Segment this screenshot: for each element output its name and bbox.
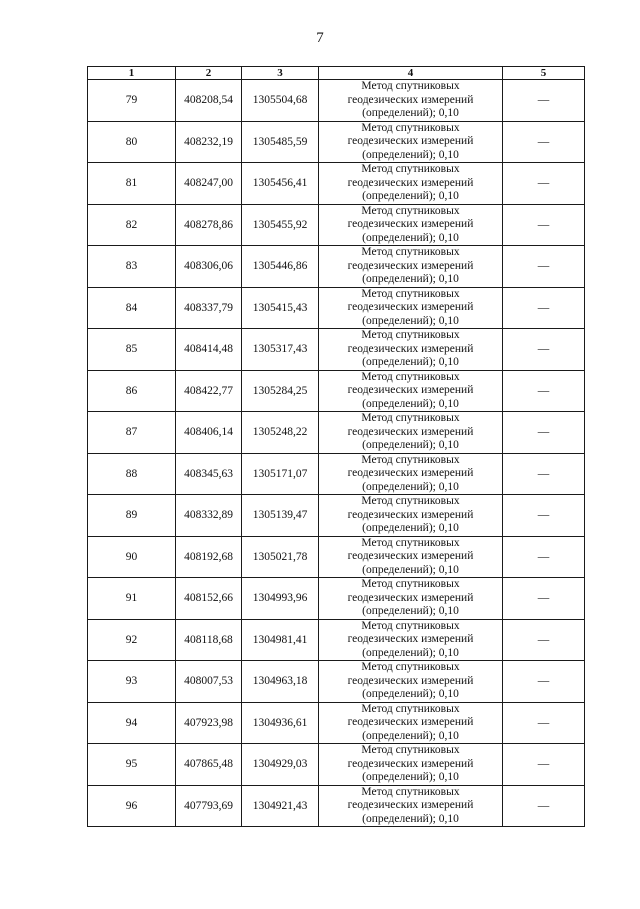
point-number-cell: 89 <box>88 495 176 537</box>
method-line: (определений); 0,10 <box>362 439 459 451</box>
method-line: (определений); 0,10 <box>362 812 459 825</box>
method-line: геодезических измерений <box>347 425 474 438</box>
method-line: геодезических измерений <box>347 508 474 521</box>
table-row <box>88 412 585 454</box>
method-line: Метод спутниковых <box>361 204 460 217</box>
coordinate-x-cell: 408337,79 <box>176 287 242 329</box>
coordinate-y-cell: 1305504,68 <box>242 80 319 122</box>
coordinate-x-cell: 407793,69 <box>176 785 242 827</box>
coordinate-x-cell: 408422,77 <box>176 370 242 412</box>
point-number-cell: 85 <box>88 329 176 371</box>
method-line: Метод спутниковых <box>361 453 460 466</box>
coordinate-x-cell: 408118,68 <box>176 619 242 661</box>
method-line: геодезических измерений <box>347 176 474 189</box>
point-number-cell: 80 <box>88 121 176 163</box>
method-line: геодезических измерений <box>347 550 474 562</box>
coordinate-y-cell: 1304929,03 <box>242 744 319 786</box>
coordinate-y-cell: 1305139,47 <box>242 495 319 537</box>
method-line: (определений); 0,10 <box>362 107 459 119</box>
table-row <box>88 536 585 578</box>
coordinate-y-cell: 1305446,86 <box>242 246 319 288</box>
point-number-cell: 95 <box>88 744 176 786</box>
method-line: (определений); 0,10 <box>362 646 459 659</box>
method-line: Метод спутниковых <box>361 619 460 632</box>
page-number: 7 <box>316 30 324 46</box>
coordinate-x-cell: 407865,48 <box>176 744 242 786</box>
coordinate-y-cell: 1305317,43 <box>242 329 319 371</box>
method-line: геодезических измерений <box>347 218 474 230</box>
method-cell <box>319 329 503 371</box>
point-number-cell: 91 <box>88 578 176 620</box>
column-header-2: 2 <box>176 67 242 80</box>
method-cell <box>319 121 503 163</box>
note-cell: — <box>503 246 585 288</box>
method-cell <box>319 246 503 288</box>
method-line: (определений); 0,10 <box>362 356 459 368</box>
table-row <box>88 785 585 827</box>
method-line: (определений); 0,10 <box>362 190 459 202</box>
table-row <box>88 287 585 329</box>
note-cell: — <box>503 370 585 412</box>
coordinate-x-cell: 408278,86 <box>176 204 242 246</box>
note-cell: — <box>503 204 585 246</box>
note-cell: — <box>503 329 585 371</box>
method-line: Метод спутниковых <box>361 702 460 715</box>
coordinate-y-cell: 1305485,59 <box>242 121 319 163</box>
method-line: (определений); 0,10 <box>362 231 459 244</box>
method-line: Метод спутниковых <box>361 412 460 424</box>
coordinate-x-cell: 408152,66 <box>176 578 242 620</box>
table-row <box>88 453 585 495</box>
method-line: (определений); 0,10 <box>362 729 459 742</box>
method-line: геодезических измерений <box>347 135 474 147</box>
method-line: (определений); 0,10 <box>362 563 459 576</box>
point-number-cell: 96 <box>88 785 176 827</box>
note-cell: — <box>503 578 585 620</box>
coordinate-x-cell: 408332,89 <box>176 495 242 537</box>
point-number-cell: 82 <box>88 204 176 246</box>
note-cell: — <box>503 702 585 744</box>
method-line: (определений); 0,10 <box>362 522 459 534</box>
method-line: Метод спутниковых <box>361 495 460 507</box>
coordinate-x-cell: 408232,19 <box>176 121 242 163</box>
point-number-cell: 83 <box>88 246 176 288</box>
table-row <box>88 121 585 163</box>
table-row <box>88 80 585 122</box>
point-number-cell: 88 <box>88 453 176 495</box>
method-line: геодезических измерений <box>347 301 474 313</box>
coordinate-y-cell: 1304963,18 <box>242 661 319 703</box>
coordinate-y-cell: 1304993,96 <box>242 578 319 620</box>
coordinate-x-cell: 408192,68 <box>176 536 242 578</box>
note-cell: — <box>503 619 585 661</box>
method-line: геодезических измерений <box>347 591 474 604</box>
point-number-cell: 84 <box>88 287 176 329</box>
method-line: (определений); 0,10 <box>362 314 459 327</box>
coordinate-y-cell: 1305455,92 <box>242 204 319 246</box>
method-cell <box>319 785 503 827</box>
method-cell <box>319 619 503 661</box>
method-cell <box>319 453 503 495</box>
point-number-cell: 94 <box>88 702 176 744</box>
method-line: Метод спутниковых <box>361 80 460 92</box>
note-cell: — <box>503 453 585 495</box>
note-cell: — <box>503 287 585 329</box>
method-cell <box>319 287 503 329</box>
note-cell: — <box>503 661 585 703</box>
column-header-4: 4 <box>319 67 503 80</box>
table-row <box>88 619 585 661</box>
table-row <box>88 246 585 288</box>
method-line: геодезических измерений <box>347 716 474 728</box>
coordinate-y-cell: 1304981,41 <box>242 619 319 661</box>
column-header-1: 1 <box>88 67 176 80</box>
method-line: Метод спутниковых <box>361 744 460 756</box>
coordinate-x-cell: 408007,53 <box>176 661 242 703</box>
method-line: геодезических измерений <box>347 674 474 687</box>
coordinate-y-cell: 1305171,07 <box>242 453 319 495</box>
method-cell <box>319 536 503 578</box>
note-cell: — <box>503 495 585 537</box>
point-number-cell: 92 <box>88 619 176 661</box>
point-number-cell: 81 <box>88 163 176 205</box>
method-line: Метод спутниковых <box>361 329 460 341</box>
method-line: (определений); 0,10 <box>362 273 459 285</box>
method-line: (определений); 0,10 <box>362 397 459 410</box>
method-line: Метод спутниковых <box>361 121 460 134</box>
note-cell: — <box>503 121 585 163</box>
note-cell: — <box>503 80 585 122</box>
method-line: геодезических измерений <box>347 757 474 770</box>
table-body <box>88 80 585 827</box>
coordinate-y-cell: 1305248,22 <box>242 412 319 454</box>
method-cell <box>319 661 503 703</box>
method-cell <box>319 702 503 744</box>
coordinate-x-cell: 408306,06 <box>176 246 242 288</box>
coordinate-x-cell: 408414,48 <box>176 329 242 371</box>
coordinate-x-cell: 407923,98 <box>176 702 242 744</box>
point-number-cell: 87 <box>88 412 176 454</box>
coordinate-y-cell: 1305415,43 <box>242 287 319 329</box>
method-line: геодезических измерений <box>347 259 474 272</box>
column-header-3: 3 <box>242 67 319 80</box>
method-line: (определений); 0,10 <box>362 480 459 493</box>
method-cell <box>319 163 503 205</box>
method-cell <box>319 578 503 620</box>
point-number-cell: 79 <box>88 80 176 122</box>
method-line: Метод спутниковых <box>361 536 460 549</box>
coordinates-table <box>87 66 585 827</box>
method-line: геодезических измерений <box>347 799 474 811</box>
coordinate-x-cell: 408247,00 <box>176 163 242 205</box>
coordinate-y-cell: 1304921,43 <box>242 785 319 827</box>
method-cell <box>319 370 503 412</box>
method-line: геодезических измерений <box>347 384 474 396</box>
method-line: (определений); 0,10 <box>362 148 459 161</box>
method-cell <box>319 412 503 454</box>
method-line: Метод спутниковых <box>361 163 460 175</box>
method-line: (определений); 0,10 <box>362 688 459 700</box>
method-line: геодезических измерений <box>347 342 474 355</box>
table-row <box>88 370 585 412</box>
method-line: Метод спутниковых <box>361 578 460 590</box>
method-cell <box>319 495 503 537</box>
table-header-row <box>88 67 585 80</box>
table-row <box>88 661 585 703</box>
method-line: геодезических измерений <box>347 93 474 106</box>
method-cell <box>319 204 503 246</box>
method-line: (определений); 0,10 <box>362 605 459 617</box>
note-cell: — <box>503 412 585 454</box>
table-row <box>88 163 585 205</box>
point-number-cell: 93 <box>88 661 176 703</box>
coordinate-x-cell: 408345,63 <box>176 453 242 495</box>
method-cell <box>319 80 503 122</box>
point-number-cell: 86 <box>88 370 176 412</box>
method-line: (определений); 0,10 <box>362 771 459 783</box>
table-row <box>88 495 585 537</box>
coordinate-y-cell: 1305284,25 <box>242 370 319 412</box>
point-number-cell: 90 <box>88 536 176 578</box>
coordinate-x-cell: 408406,14 <box>176 412 242 454</box>
note-cell: — <box>503 744 585 786</box>
coordinate-y-cell: 1304936,61 <box>242 702 319 744</box>
method-line: Метод спутниковых <box>361 246 460 258</box>
method-line: геодезических измерений <box>347 467 474 479</box>
column-header-5: 5 <box>503 67 585 80</box>
method-cell <box>319 744 503 786</box>
coordinate-y-cell: 1305021,78 <box>242 536 319 578</box>
table-row <box>88 329 585 371</box>
method-line: Метод спутниковых <box>361 785 460 798</box>
table-row <box>88 744 585 786</box>
coordinate-y-cell: 1305456,41 <box>242 163 319 205</box>
table-row <box>88 702 585 744</box>
note-cell: — <box>503 536 585 578</box>
method-line: Метод спутниковых <box>361 661 460 673</box>
table-row <box>88 578 585 620</box>
method-line: Метод спутниковых <box>361 370 460 383</box>
table-row <box>88 204 585 246</box>
note-cell: — <box>503 163 585 205</box>
note-cell: — <box>503 785 585 827</box>
method-line: геодезических измерений <box>347 633 474 645</box>
method-line: Метод спутниковых <box>361 287 460 300</box>
coordinate-x-cell: 408208,54 <box>176 80 242 122</box>
